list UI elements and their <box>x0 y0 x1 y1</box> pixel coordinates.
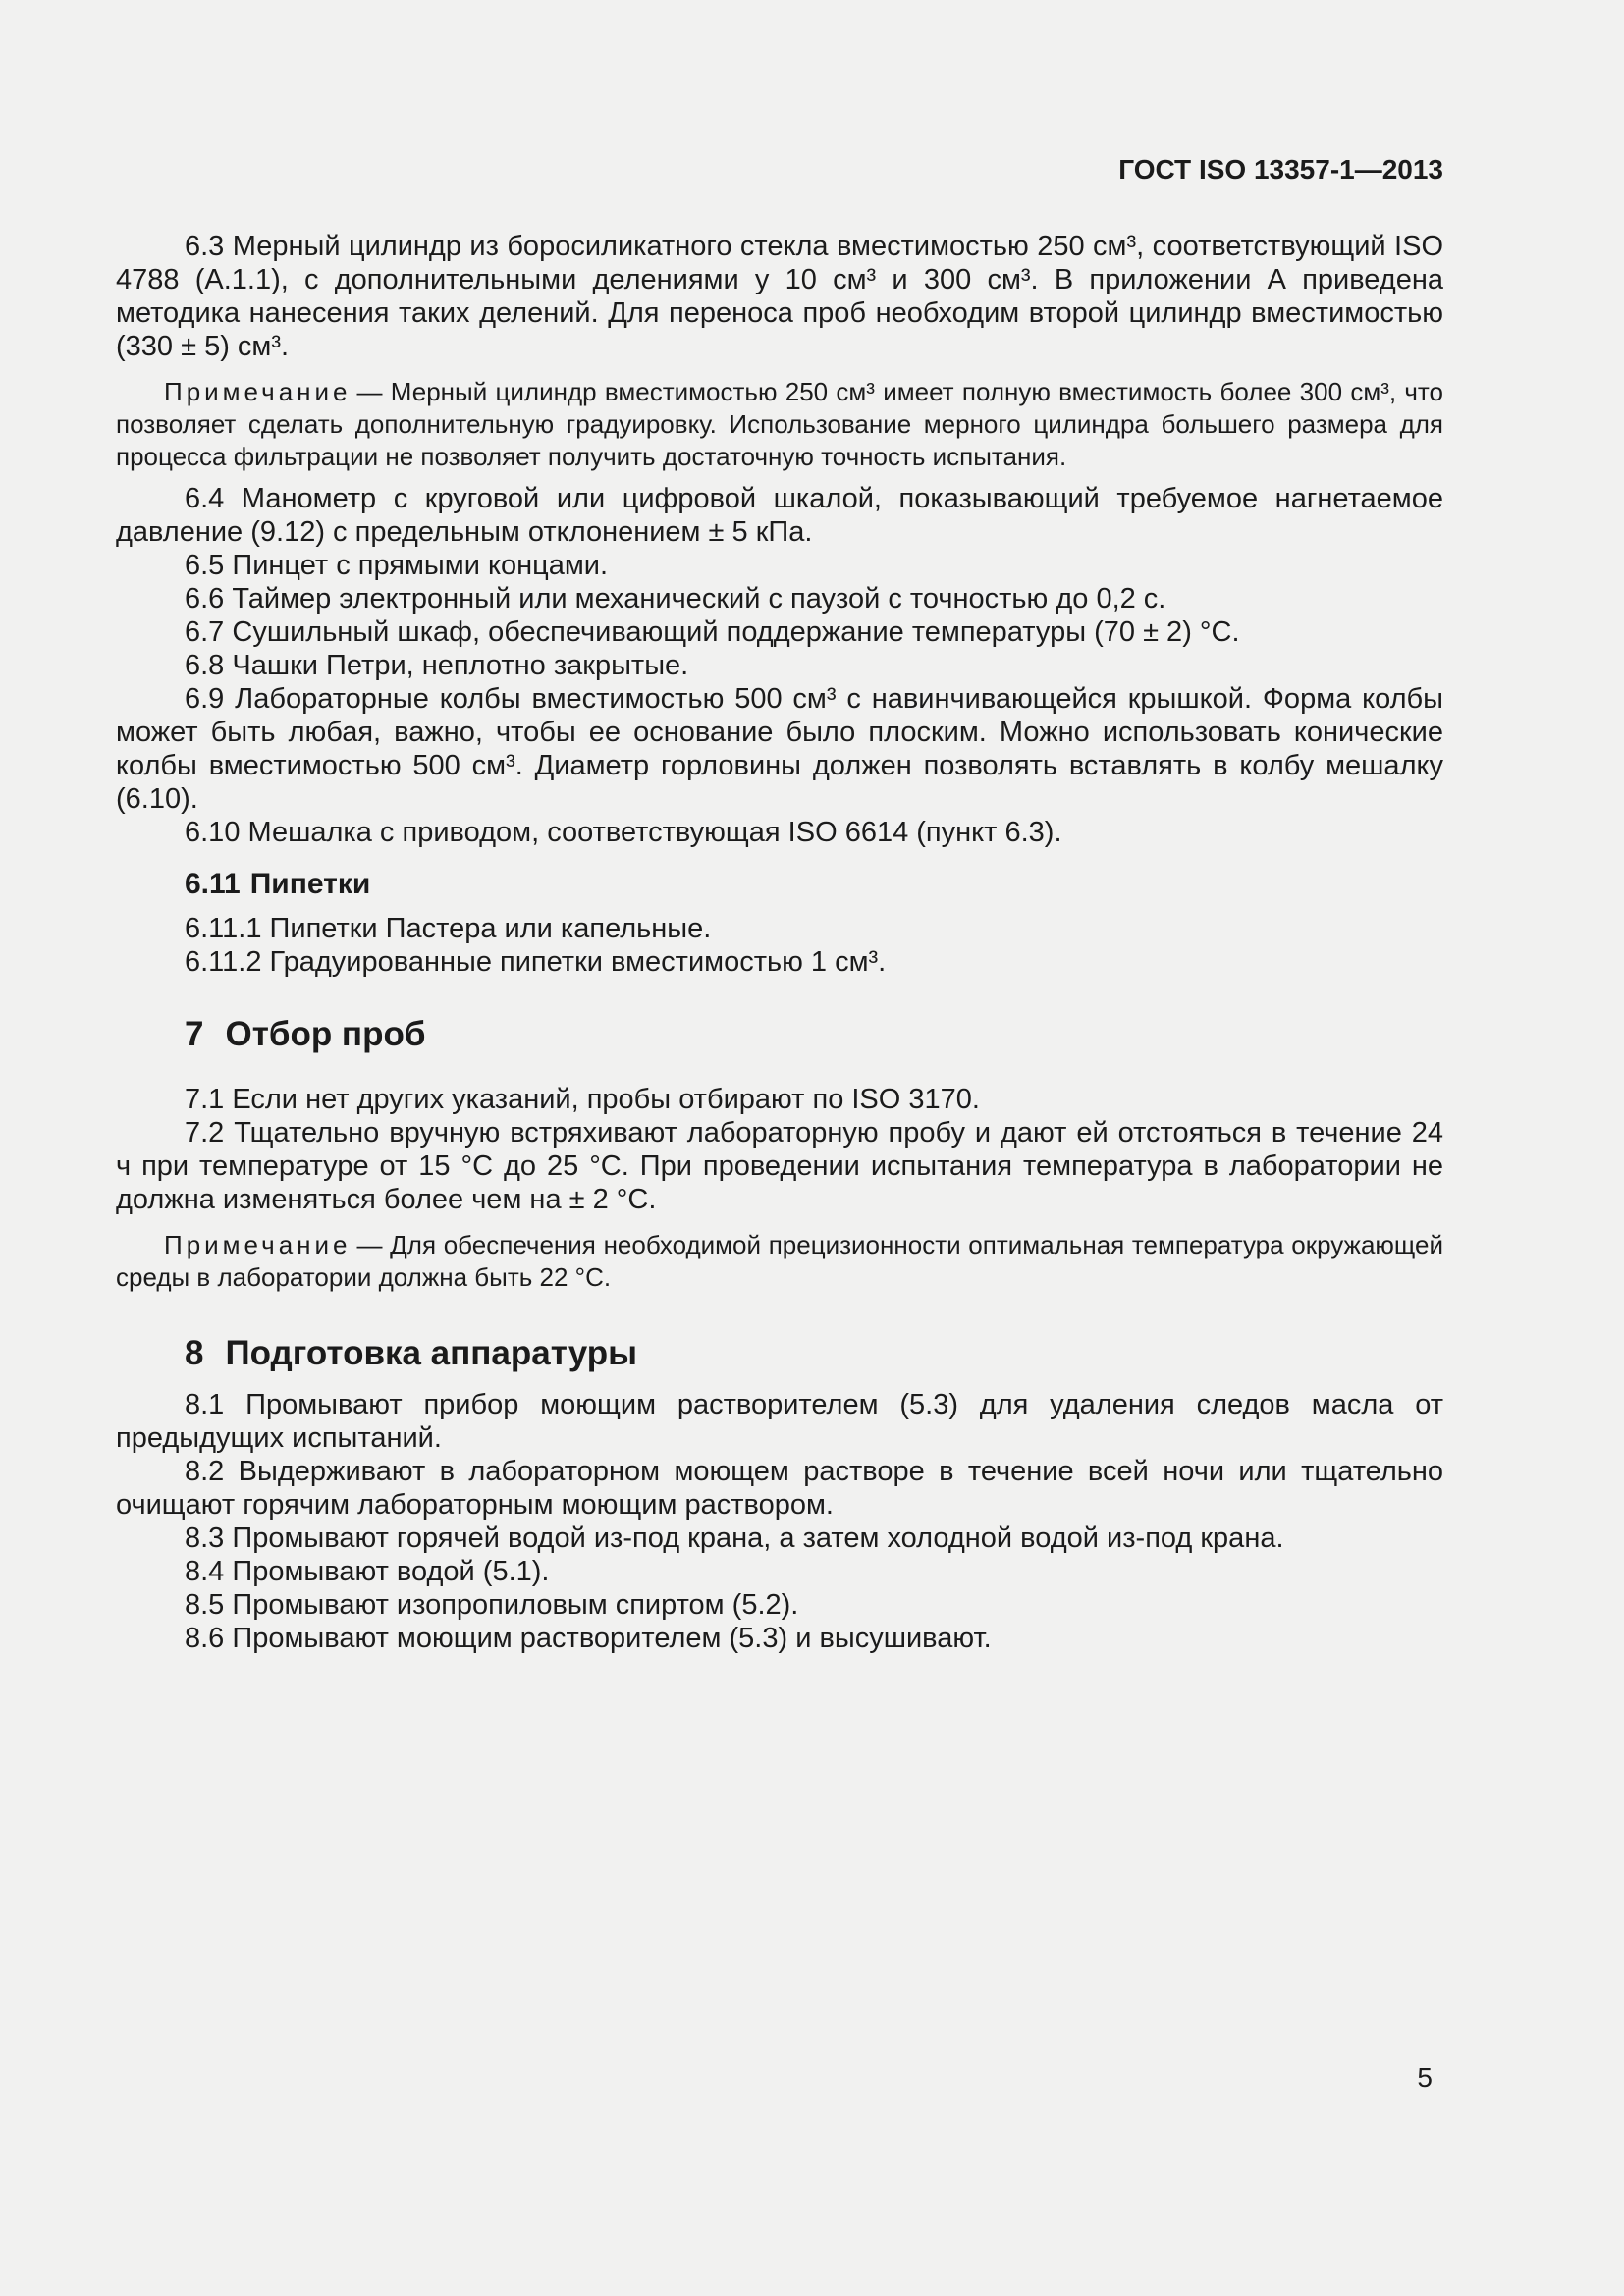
heading-8 <box>116 1331 1443 1376</box>
clause-8-6: 8.6 Промывают моющим растворителем (5.3) и высушивают. <box>185 1623 992 1654</box>
note-text: — Для обеспечения необходимой прецизионности оптимальная температура окружающей среды в лаборатории должна быть 22 °С. <box>116 1230 1443 1292</box>
standard-reference: ГОСТ ISO 13357-1—2013 <box>1118 154 1443 185</box>
clause-6-11-1: 6.11.1 Пипетки Пастера или капельные. <box>185 913 712 944</box>
clause-6-8: 6.8 Чашки Петри, неплотно закрытые. <box>185 650 689 681</box>
clause-8-4: 8.4 Промывают водой (5.1). <box>185 1556 550 1587</box>
heading-6-11-title: Пипетки <box>249 868 371 900</box>
clause-6-7: 6.7 Сушильный шкаф, обеспечивающий поддержание температуры (70 ± 2) °С. <box>185 616 1240 648</box>
page-content <box>116 0 1443 1655</box>
heading-6-11-number: 6.11 <box>185 868 241 900</box>
document-header <box>116 153 1443 187</box>
clause-6-6: 6.6 Таймер электронный или механический с паузой с точностью до 0,2 с. <box>185 583 1166 614</box>
note-label: Примечание <box>164 1230 352 1259</box>
heading-8-number: 8 <box>185 1334 204 1372</box>
clause-6-3: 6.3 Мерный цилиндр из боросиликатного стекла вместимостью 250 см³, соответствующий ISO 4788 (А.1.1), с дополнительными делениями у 10 см³ и 300 см³. В приложении А приведена методика нанесения таких делений. Для переноса проб необходим второй цилиндр вместимостью (330 ± 5) см³. <box>116 231 1443 362</box>
note-after-7-2 <box>116 1229 1443 1294</box>
clause-7-1: 7.1 Если нет других указаний, пробы отбирают по ISO 3170. <box>185 1084 980 1115</box>
clause-8-2: 8.2 Выдерживают в лабораторном моющем растворе в течение всей ночи или тщательно очищают горячим лабораторным моющим раствором. <box>116 1456 1443 1521</box>
note-label: Примечание <box>164 377 352 406</box>
clause-8-5: 8.5 Промывают изопропиловым спиртом (5.2). <box>185 1589 799 1621</box>
page-number: 5 <box>1417 2062 1433 2093</box>
heading-7-number: 7 <box>185 1015 204 1053</box>
clause-8-3: 8.3 Промывают горячей водой из-под крана, а затем холодной водой из-под крана. <box>185 1522 1284 1554</box>
note-after-6-3 <box>116 376 1443 473</box>
clause-6-5: 6.5 Пинцет с прямыми концами. <box>185 550 609 581</box>
clause-6-4: 6.4 Манометр с круговой или цифровой шкалой, показывающий требуемое нагнетаемое давление (9.12) с предельным отклонением ± 5 кПа. <box>116 483 1443 548</box>
heading-7 <box>116 1012 1443 1057</box>
clause-7-2: 7.2 Тщательно вручную встряхивают лабораторную пробу и дают ей отстояться в течение 24 ч при температуре от 15 °С до 25 °С. При проведении испытания температура в лаборатории не должна изменяться более чем на ± 2 °С. <box>116 1117 1443 1215</box>
clause-6-11-2: 6.11.2 Градуированные пипетки вместимостью 1 см³. <box>185 946 887 978</box>
clause-6-9: 6.9 Лабораторные колбы вместимостью 500 см³ с навинчивающейся крышкой. Форма колбы может быть любая, важно, чтобы ее основание было плоским. Можно использовать конические колбы вместимостью 500 см³. Диаметр горловины должен позволять вставлять в колбу мешалку (6.10). <box>116 683 1443 815</box>
clause-6-10: 6.10 Мешалка с приводом, соответствующая ISO 6614 (пункт 6.3). <box>185 817 1062 848</box>
heading-7-title: Отбор проб <box>225 1015 426 1053</box>
heading-8-title: Подготовка аппаратуры <box>225 1334 638 1372</box>
clause-8-1: 8.1 Промывают прибор моющим растворителем (5.3) для удаления следов масла от предыдущих испытаний. <box>116 1389 1443 1454</box>
heading-6-11 <box>116 867 1443 902</box>
note-text: — Мерный цилиндр вместимостью 250 см³ имеет полную вместимость более 300 см³, что позволяет сделать дополнительную градуировку. Использование мерного цилиндра большего размера для процесса фильтрации не позволяет получить достаточную точность испытания. <box>116 377 1443 471</box>
